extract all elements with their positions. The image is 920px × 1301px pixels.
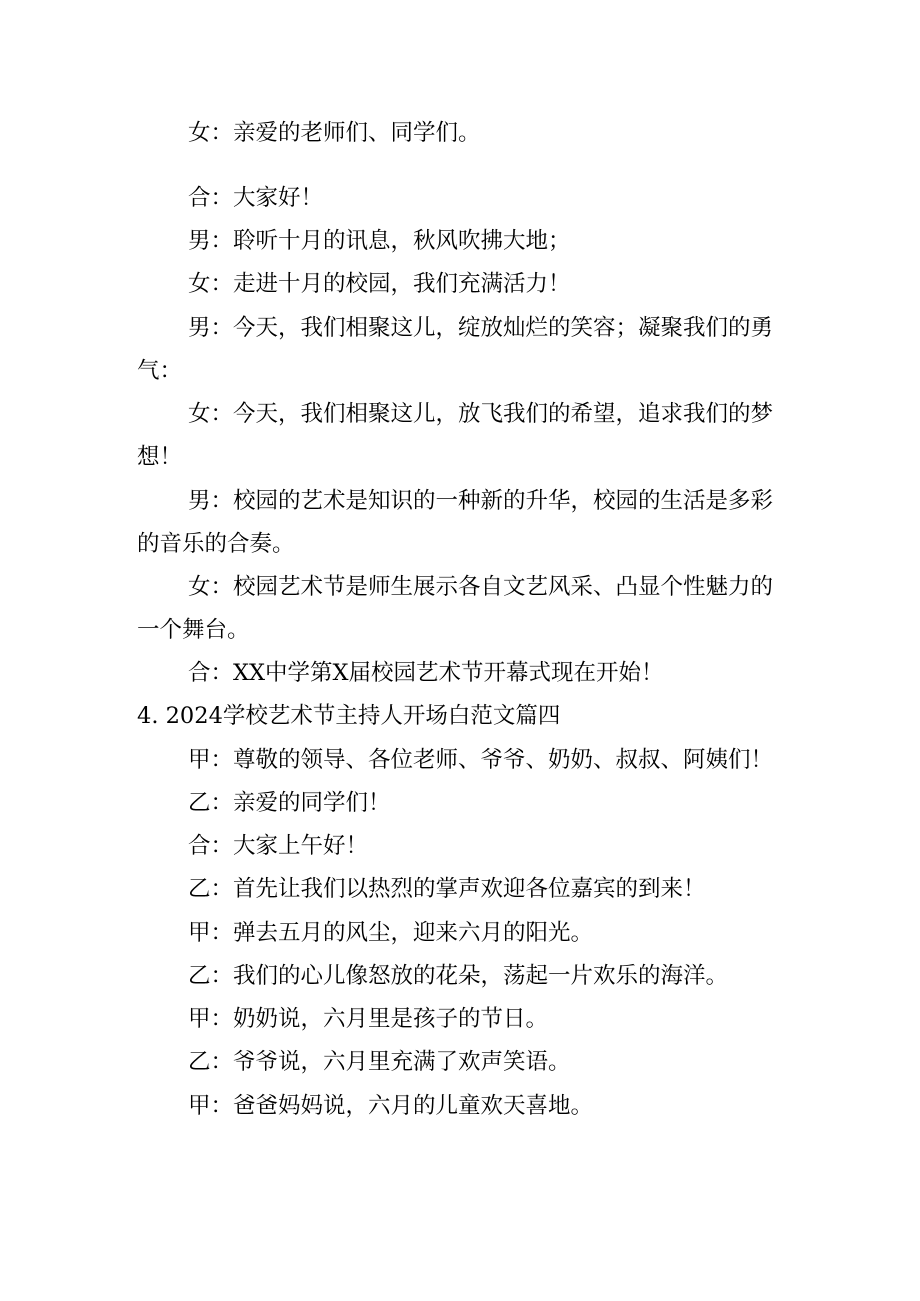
paragraph-line: 男：校园的艺术是知识的一种新的升华，校园的生活是多彩 — [188, 488, 774, 514]
paragraph-line: 合：大家好！ — [188, 185, 324, 211]
paragraph-line-continuation: 的音乐的合奏。 — [137, 531, 295, 557]
paragraph-line: 乙：亲爱的同学们！ — [188, 790, 391, 816]
paragraph-line-continuation: 气： — [137, 358, 183, 384]
paragraph-line-continuation: 想！ — [137, 444, 183, 470]
paragraph-line: 乙：我们的心儿像怒放的花朵，荡起一片欢乐的海洋。 — [188, 963, 729, 989]
paragraph-line: 女：亲爱的老师们、同学们。 — [188, 120, 481, 146]
paragraph-line: 合：大家上午好！ — [188, 833, 369, 859]
paragraph-line: 甲：尊敬的领导、各位老师、爷爷、奶奶、叔叔、阿姨们！ — [188, 747, 774, 773]
paragraph-line: 甲：爸爸妈妈说，六月的儿童欢天喜地。 — [188, 1093, 594, 1119]
paragraph-line: 乙：首先让我们以热烈的掌声欢迎各位嘉宾的到来！ — [188, 876, 706, 902]
paragraph-line: 女：今天，我们相聚这儿，放飞我们的希望，追求我们的梦 — [188, 401, 774, 427]
section-heading: 4. 2024学校艺术节主持人开场白范文篇四 — [137, 703, 561, 729]
paragraph-line: 女：校园艺术节是师生展示各自文艺风采、凸显个性魅力的 — [188, 574, 774, 600]
paragraph-line: 女：走进十月的校园，我们充满活力！ — [188, 271, 571, 297]
paragraph-line: 甲：弹去五月的风尘，迎来六月的阳光。 — [188, 920, 594, 946]
paragraph-line: 甲：奶奶说，六月里是孩子的节日。 — [188, 1006, 549, 1032]
paragraph-line: 男：今天，我们相聚这儿，绽放灿烂的笑容；凝聚我们的勇 — [188, 315, 774, 341]
paragraph-line: 乙：爷爷说，六月里充满了欢声笑语。 — [188, 1049, 571, 1075]
paragraph-line: 合：XX中学第X届校园艺术节开幕式现在开始！ — [188, 660, 664, 686]
paragraph-line-continuation: 一个舞台。 — [137, 617, 250, 643]
paragraph-line: 男：聆听十月的讯息，秋风吹拂大地； — [188, 228, 571, 254]
